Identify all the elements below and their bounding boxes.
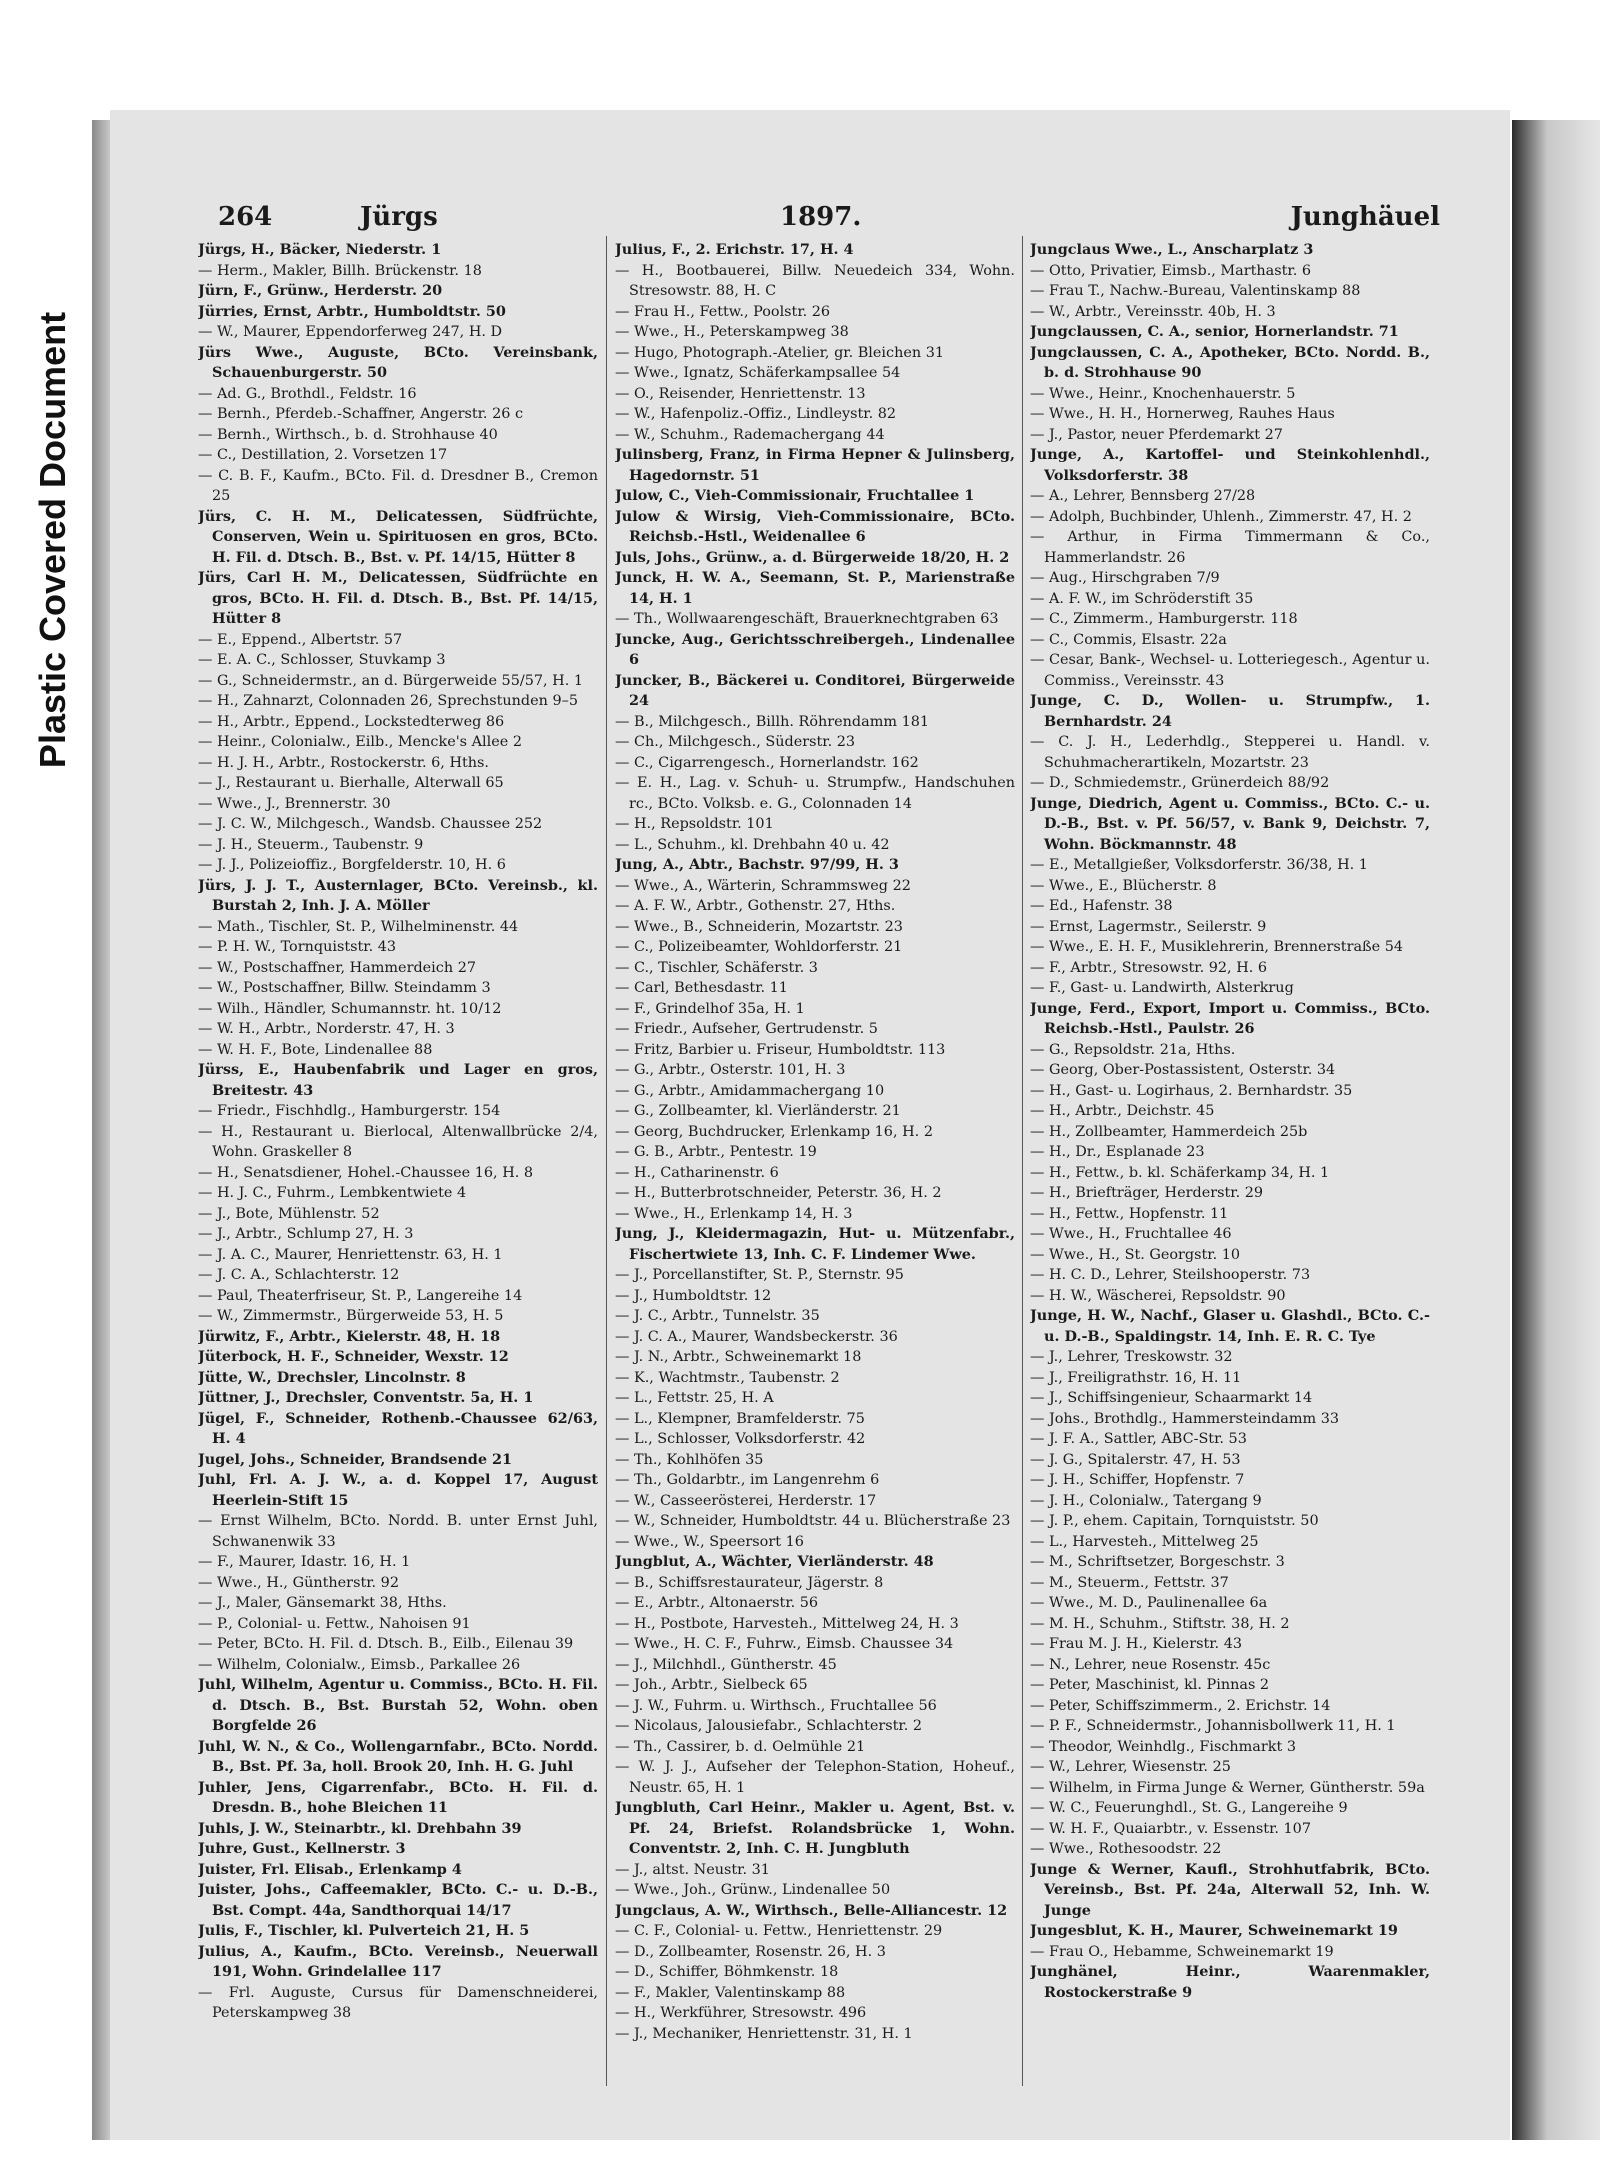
directory-entry: — Ad. G., Brothdl., Feldstr. 16 bbox=[198, 385, 417, 402]
directory-column-2 bbox=[615, 240, 1015, 2100]
directory-entry: Jungclaussen, C. A., Apotheker, BCto. Nordd. B., b. d. Strohhause 90 bbox=[1030, 343, 1430, 381]
directory-entry: — Herm., Makler, Billh. Brückenstr. 18 bbox=[198, 262, 482, 279]
directory-entry: — Peter, Schiffszimmerm., 2. Erichstr. 14 bbox=[1030, 1697, 1331, 1714]
page-left-shadow bbox=[92, 120, 112, 2140]
directory-entry: Julinsberg, Franz, in Firma Hepner & Julinsberg, Hagedornstr. 51 bbox=[615, 446, 1015, 484]
directory-entry: — L., Schlosser, Volksdorferstr. 42 bbox=[615, 1431, 866, 1447]
directory-entry: Jürries, Ernst, Arbtr., Humboldtstr. 50 bbox=[198, 302, 506, 320]
directory-entry: — G., Zollbeamter, kl. Vierländerstr. 21 bbox=[615, 1103, 901, 1119]
directory-entry: Jürgs, H., Bäcker, Niederstr. 1 bbox=[198, 241, 442, 258]
directory-entry: — J. C. A., Maurer, Wandsbeckerstr. 36 bbox=[615, 1328, 898, 1345]
directory-entry: — B., Schiffsrestaurateur, Jägerstr. 8 bbox=[615, 1574, 884, 1591]
directory-entry: — J., Maler, Gänsemarkt 38, Hths. bbox=[198, 1595, 447, 1611]
directory-entry: — J., Restaurant u. Bierhalle, Alterwall 65 bbox=[198, 775, 504, 791]
directory-entry: — Bernh., Pferdeb.-Schaffner, Angerstr. 26 c bbox=[198, 406, 524, 422]
directory-entry: Junge, A., Kartoffel- und Steinkohlenhdl., Volksdorferstr. 38 bbox=[1030, 446, 1430, 484]
directory-entry: — C., Polizeibeamter, Wohldorferstr. 21 bbox=[615, 939, 903, 955]
directory-entry: — F., Makler, Valentinskamp 88 bbox=[615, 1984, 846, 2001]
directory-entry: — Math., Tischler, St. P., Wilhelminenstr. 44 bbox=[198, 918, 519, 935]
directory-entry: — H. J. C., Fuhrm., Lembkentwiete 4 bbox=[198, 1185, 467, 1201]
directory-entry: Juister, Frl. Elisab., Erlenkamp 4 bbox=[198, 1860, 462, 1878]
directory-entry: — Ernst, Lagermstr., Seilerstr. 9 bbox=[1030, 918, 1267, 935]
directory-entry: — C., Tischler, Schäferstr. 3 bbox=[615, 959, 818, 976]
directory-entry: — H., Arbtr., Eppend., Lockstedterweg 86 bbox=[198, 713, 505, 730]
directory-entry: Jung, A., Abtr., Bachstr. 97/99, H. 3 bbox=[615, 856, 899, 873]
directory-entry: — Th., Wollwaarengeschäft, Brauerknechtgraben 63 bbox=[615, 611, 999, 627]
directory-entry: — M., Steuerm., Fettstr. 37 bbox=[1030, 1574, 1229, 1591]
directory-entry: — Wwe., H., Erlenkamp 14, H. 3 bbox=[615, 1205, 853, 1222]
directory-entry: — H., Dr., Esplanade 23 bbox=[1030, 1144, 1205, 1160]
first-catchword: Jürgs bbox=[360, 202, 438, 232]
directory-entry: — W. H. F., Quaiarbtr., v. Essenstr. 107 bbox=[1030, 1820, 1311, 1837]
directory-entry: — Frau T., Nachw.-Bureau, Valentinskamp 88 bbox=[1030, 283, 1361, 299]
directory-entry: — Frau M. J. H., Kielerstr. 43 bbox=[1030, 1636, 1243, 1652]
directory-entry: — Wwe., Ignatz, Schäferkampsallee 54 bbox=[615, 365, 901, 381]
directory-entry: — W. H. F., Bote, Lindenallee 88 bbox=[198, 1041, 433, 1058]
directory-entry: — C., Commis, Elsastr. 22a bbox=[1030, 631, 1227, 648]
directory-entry: — W., Zimmermstr., Bürgerweide 53, H. 5 bbox=[198, 1308, 504, 1324]
directory-entry: — Wilhelm, in Firma Junge & Werner, Güntherstr. 59a bbox=[1030, 1779, 1425, 1796]
directory-entry: — E., Arbtr., Altonaerstr. 56 bbox=[615, 1595, 819, 1611]
plastic-cover-label-text: Plastic Covered Document bbox=[32, 311, 74, 769]
directory-entry: — H. W., Wäscherei, Repsoldstr. 90 bbox=[1030, 1287, 1286, 1304]
directory-entry: Jürn, F., Grünw., Herderstr. 20 bbox=[198, 282, 443, 299]
directory-entry: — L., Harvesteh., Mittelweg 25 bbox=[1030, 1533, 1259, 1550]
directory-entry: — Th., Cassirer, b. d. Oelmühle 21 bbox=[615, 1738, 866, 1755]
directory-entry: Julius, F., 2. Erichstr. 17, H. 4 bbox=[615, 241, 854, 258]
directory-entry: — F., Arbtr., Stresowstr. 92, H. 6 bbox=[1030, 959, 1268, 976]
plastic-cover-label bbox=[18, 260, 88, 820]
directory-entry: — J. C., Arbtr., Tunnelstr. 35 bbox=[615, 1308, 820, 1324]
directory-entry: Junck, H. W. A., Seemann, St. P., Marienstraße 14, H. 1 bbox=[615, 569, 1015, 607]
directory-entry: — H., Restaurant u. Bierlocal, Altenwallbrücke 2/4, Wohn. Graskeller 8 bbox=[198, 1123, 598, 1160]
directory-entry: — Georg, Ober-Postassistent, Osterstr. 34 bbox=[1030, 1062, 1336, 1078]
directory-entry: — Heinr., Colonialw., Eilb., Mencke's Allee 2 bbox=[198, 734, 522, 750]
directory-column-3 bbox=[1030, 240, 1430, 2100]
directory-entry: — J., Lehrer, Treskowstr. 32 bbox=[1030, 1349, 1233, 1365]
directory-entry: Julow, C., Vieh-Commissionair, Fruchtallee 1 bbox=[615, 487, 975, 504]
directory-entry: — H. J. H., Arbtr., Rostockerstr. 6, Hths. bbox=[198, 754, 490, 771]
directory-entry: — W., Postschaffner, Hammerdeich 27 bbox=[198, 959, 477, 976]
directory-entry: Jürs, Carl H. M., Delicatessen, Südfrüchte en gros, BCto. H. Fil. d. Dtsch. B., Bst. Pf. 14/15, Hütter 8 bbox=[198, 569, 598, 627]
year-heading: 1897. bbox=[780, 202, 862, 232]
directory-entry: — H., Fettw., Hopfenstr. 11 bbox=[1030, 1205, 1229, 1222]
directory-entry: — H., Senatsdiener, Hohel.-Chaussee 16, H. 8 bbox=[198, 1164, 534, 1181]
directory-entry: — H., Butterbrotschneider, Peterstr. 36, H. 2 bbox=[615, 1185, 942, 1201]
directory-entry: — Bernh., Wirthsch., b. d. Strohhause 40 bbox=[198, 426, 498, 443]
directory-entry: Junge & Werner, Kaufl., Strohhutfabrik, BCto. Vereinsb., Bst. Pf. 24a, Alterwall 52, Inh. W. Junge bbox=[1030, 1860, 1430, 1919]
directory-entry: — M. H., Schuhm., Stiftstr. 38, H. 2 bbox=[1030, 1615, 1290, 1632]
directory-entry: — J. J., Polizeioffiz., Borgfelderstr. 10, H. 6 bbox=[198, 857, 506, 873]
directory-entry: Julis, F., Tischler, kl. Pulverteich 21, H. 5 bbox=[198, 1922, 530, 1939]
directory-entry: Jütte, W., Drechsler, Lincolnstr. 8 bbox=[198, 1368, 466, 1386]
directory-entry: — Wwe., Heinr., Knochenhauerstr. 5 bbox=[1030, 385, 1296, 402]
directory-entry: Juhl, Wilhelm, Agentur u. Commiss., BCto. H. Fil. d. Dtsch. B., Bst. Burstah 52, Wohn. oben Borgfelde 26 bbox=[198, 1676, 598, 1734]
directory-column-1 bbox=[198, 240, 598, 2100]
directory-entry: — W., Maurer, Eppendorferweg 247, H. D bbox=[198, 324, 503, 340]
directory-entry: — O., Reisender, Henriettenstr. 13 bbox=[615, 385, 866, 402]
directory-entry: — J. H., Steuerm., Taubenstr. 9 bbox=[198, 836, 424, 853]
facing-page-edge bbox=[1512, 120, 1600, 2140]
directory-entry: Juhl, Frl. A. J. W., a. d. Koppel 17, August Heerlein-Stift 15 bbox=[198, 1471, 598, 1509]
directory-entry: Jung, J., Kleidermagazin, Hut- u. Mützenfabr., Fischertwiete 13, Inh. C. F. Lindemer Wwe. bbox=[615, 1225, 1015, 1263]
directory-entry: Juncke, Aug., Gerichtsschreibergeh., Lindenallee 6 bbox=[615, 630, 1015, 668]
directory-entry: Julow & Wirsig, Vieh-Commissionaire, BCto. Reichsb.-Hstl., Weidenallee 6 bbox=[615, 507, 1015, 545]
directory-entry: — P. H. W., Tornquiststr. 43 bbox=[198, 939, 397, 955]
directory-entry: — Peter, Maschinist, kl. Pinnas 2 bbox=[1030, 1677, 1270, 1693]
directory-entry: Jungblut, A., Wächter, Vierländerstr. 48 bbox=[615, 1553, 934, 1570]
directory-entry: Jungclaus Wwe., L., Anscharplatz 3 bbox=[1030, 241, 1314, 258]
last-catchword: Junghäuel bbox=[1290, 202, 1440, 232]
directory-entry: — L., Fettstr. 25, H. A bbox=[615, 1390, 774, 1406]
directory-entry: — J., Milchhdl., Güntherstr. 45 bbox=[615, 1656, 837, 1673]
directory-entry: Jüterbock, H. F., Schneider, Wexstr. 12 bbox=[198, 1348, 509, 1365]
directory-entry: — Cesar, Bank-, Wechsel- u. Lotteriegesch., Agentur u. Commiss., Vereinsstr. 43 bbox=[1030, 652, 1430, 689]
directory-entry: — J. H., Colonialw., Tatergang 9 bbox=[1030, 1492, 1262, 1509]
directory-entry: — J., Arbtr., Schlump 27, H. 3 bbox=[198, 1226, 414, 1242]
directory-entry: — J. P., ehem. Capitain, Tornquiststr. 50 bbox=[1030, 1513, 1319, 1529]
directory-entry: — A. F. W., im Schröderstift 35 bbox=[1030, 590, 1254, 607]
directory-entry: Juhler, Jens, Cigarrenfabr., BCto. H. Fil. d. Dresdn. B., hohe Bleichen 11 bbox=[198, 1778, 598, 1816]
directory-entry: — E., Eppend., Albertstr. 57 bbox=[198, 631, 403, 648]
directory-entry: — P., Colonial- u. Fettw., Nahoisen 91 bbox=[198, 1615, 471, 1632]
directory-entry: — Wwe., H., Peterskampweg 38 bbox=[615, 324, 849, 340]
directory-entry: — Frau H., Fettw., Poolstr. 26 bbox=[615, 303, 831, 320]
directory-entry: — Carl, Bethesdastr. 11 bbox=[615, 980, 788, 996]
directory-entry: — Wwe., E., Blücherstr. 8 bbox=[1030, 877, 1217, 894]
directory-entry: Jürss, E., Haubenfabrik und Lager en gros, Breitestr. 43 bbox=[198, 1061, 598, 1099]
directory-entry: Jüttner, J., Drechsler, Conventstr. 5a, H. 1 bbox=[198, 1389, 534, 1406]
directory-entry: — J. F. A., Sattler, ABC-Str. 53 bbox=[1030, 1431, 1247, 1447]
directory-entry: — Fritz, Barbier u. Friseur, Humboldtstr. 113 bbox=[615, 1041, 946, 1058]
directory-entry: — A., Lehrer, Bennsberg 27/28 bbox=[1030, 488, 1256, 504]
directory-entry: — H., Postbote, Harvesteh., Mittelweg 24, H. 3 bbox=[615, 1615, 959, 1632]
directory-entry: — G., Schneidermstr., an d. Bürgerweide 55/57, H. 1 bbox=[198, 672, 584, 689]
directory-entry: — Georg, Buchdrucker, Erlenkamp 16, H. 2 bbox=[615, 1123, 933, 1140]
directory-entry: Junge, C. D., Wollen- u. Strumpfw., 1. Bernhardstr. 24 bbox=[1030, 692, 1430, 730]
directory-entry: Jungclaussen, C. A., senior, Hornerlandstr. 71 bbox=[1030, 323, 1399, 340]
directory-entry: — Paul, Theaterfriseur, St. P., Langereihe 14 bbox=[198, 1287, 523, 1304]
directory-entry: — W., Schneider, Humboldtstr. 44 u. Blücherstraße 23 bbox=[615, 1513, 1011, 1529]
directory-entry: — H., Bootbauerei, Billw. Neuedeich 334, Wohn. Stresowstr. 88, H. C bbox=[615, 262, 1015, 299]
directory-entry: — J., Freiligrathstr. 16, H. 11 bbox=[1030, 1369, 1242, 1386]
directory-entry: — Wwe., H. H., Hornerweg, Rauhes Haus bbox=[1030, 406, 1335, 422]
directory-entry: — H. C. D., Lehrer, Steilshooperstr. 73 bbox=[1030, 1267, 1311, 1283]
directory-entry: — Wwe., Joh., Grünw., Lindenallee 50 bbox=[615, 1882, 891, 1898]
directory-entry: — Otto, Privatier, Eimsb., Marthastr. 6 bbox=[1030, 262, 1312, 279]
directory-entry: — H., Briefträger, Herderstr. 29 bbox=[1030, 1185, 1264, 1201]
directory-entry: — W., Postschaffner, Billw. Steindamm 3 bbox=[198, 980, 491, 996]
directory-entry: — J. N., Arbtr., Schweinemarkt 18 bbox=[615, 1349, 862, 1365]
directory-entry: — C. F., Colonial- u. Fettw., Henriettenstr. 29 bbox=[615, 1923, 943, 1939]
directory-entry: — Th., Kohlhöfen 35 bbox=[615, 1451, 764, 1468]
directory-entry: — Aug., Hirschgraben 7/9 bbox=[1030, 570, 1220, 586]
directory-entry: — Wwe., H., St. Georgstr. 10 bbox=[1030, 1246, 1241, 1263]
directory-entry: Juncker, B., Bäckerei u. Conditorei, Bürgerweide 24 bbox=[615, 671, 1015, 709]
directory-entry: — W. C., Feuerunghdl., St. G., Langereihe 9 bbox=[1030, 1800, 1348, 1816]
directory-entry: Jungclaus, A. W., Wirthsch., Belle-Alliancestr. 12 bbox=[615, 1901, 1008, 1919]
directory-entry: — J. W., Fuhrm. u. Wirthsch., Fruchtallee 56 bbox=[615, 1697, 937, 1714]
directory-entry: Jürs, J. J. T., Austernlager, BCto. Vereinsb., kl. Burstah 2, Inh. J. A. Möller bbox=[198, 876, 598, 914]
directory-entry: — Adolph, Buchbinder, Uhlenh., Zimmerstr. 47, H. 2 bbox=[1030, 508, 1412, 525]
directory-entry: — J. A. C., Maurer, Henriettenstr. 63, H. 1 bbox=[198, 1246, 503, 1263]
directory-entry: — Ed., Hafenstr. 38 bbox=[1030, 898, 1173, 914]
directory-entry: — Th., Goldarbtr., im Langenrehm 6 bbox=[615, 1472, 880, 1488]
directory-entry: — Wwe., W., Speersort 16 bbox=[615, 1533, 804, 1550]
directory-entry: — C. B. F., Kaufm., BCto. Fil. d. Dresdner B., Cremon 25 bbox=[198, 467, 598, 504]
directory-entry: — J. C. A., Schlachterstr. 12 bbox=[198, 1267, 400, 1283]
directory-entry: — G., Arbtr., Amidammachergang 10 bbox=[615, 1082, 885, 1099]
directory-entry: — Ernst Wilhelm, BCto. Nordd. B. unter Ernst Juhl, Schwanenwik 33 bbox=[198, 1513, 598, 1550]
directory-entry: — Wwe., E. H. F., Musiklehrerin, Brennerstraße 54 bbox=[1030, 939, 1404, 955]
directory-entry: — Wwe., Rothesoodstr. 22 bbox=[1030, 1841, 1222, 1857]
directory-entry: — K., Wachtmstr., Taubenstr. 2 bbox=[615, 1369, 840, 1386]
directory-entry: — Joh., Arbtr., Sielbeck 65 bbox=[615, 1677, 808, 1693]
directory-entry: Junge, Diedrich, Agent u. Commiss., BCto. C.- u. D.-B., Bst. v. Pf. 56/57, v. Bank 9, Deichstr. 7, Wohn. Böckmannstr. 48 bbox=[1030, 794, 1430, 853]
directory-entry: — Frl. Auguste, Cursus für Damenschneiderei, Peterskampweg 38 bbox=[198, 1984, 598, 2021]
directory-entry: Junghänel, Heinr., Waarenmakler, Rostockerstraße 9 bbox=[1030, 1963, 1430, 2001]
directory-entry: — Wilh., Händler, Schumannstr. ht. 10/12 bbox=[198, 1000, 502, 1017]
directory-entry: Junge, H. W., Nachf., Glaser u. Glashdl., BCto. C.- u. D.-B., Spaldingstr. 14, Inh. E. R. C. Tye bbox=[1030, 1307, 1430, 1345]
directory-entry: — Ch., Milchgesch., Süderstr. 23 bbox=[615, 734, 856, 750]
directory-entry: — G. B., Arbtr., Pentestr. 19 bbox=[615, 1144, 817, 1160]
directory-entry: Juhre, Gust., Kellnerstr. 3 bbox=[198, 1840, 406, 1857]
directory-entry: — P. F., Schneidermstr., Johannisbollwerk 11, H. 1 bbox=[1030, 1718, 1396, 1734]
page-header bbox=[200, 200, 1440, 234]
directory-entry: Jürwitz, F., Arbtr., Kielerstr. 48, H. 18 bbox=[198, 1327, 501, 1345]
directory-entry: — H., Zollbeamter, Hammerdeich 25b bbox=[1030, 1123, 1308, 1140]
directory-entry: — E. A. C., Schlosser, Stuvkamp 3 bbox=[198, 652, 446, 668]
directory-entry: — J., Bote, Mühlenstr. 52 bbox=[198, 1205, 380, 1222]
directory-entry: — B., Milchgesch., Billh. Röhrendamm 181 bbox=[615, 713, 930, 730]
directory-entry: — Wwe., B., Schneiderin, Mozartstr. 23 bbox=[615, 918, 903, 935]
directory-entry: — Nicolaus, Jalousiefabr., Schlachterstr. 2 bbox=[615, 1718, 923, 1734]
directory-entry: — D., Zollbeamter, Rosenstr. 26, H. 3 bbox=[615, 1943, 886, 1960]
page-number: 264 bbox=[218, 202, 273, 232]
directory-entry: — D., Schiffer, Böhmkenstr. 18 bbox=[615, 1964, 839, 1980]
directory-entry: — W. J. J., Aufseher der Telephon-Station, Hoheuf., Neustr. 65, H. 1 bbox=[615, 1759, 1015, 1796]
directory-entry: — J., Schiffsingenieur, Schaarmarkt 14 bbox=[1030, 1390, 1313, 1406]
directory-entry: Julius, A., Kaufm., BCto. Vereinsb., Neuerwall 191, Wohn. Grindelallee 117 bbox=[198, 1942, 598, 1980]
directory-entry: — W., Arbtr., Vereinsstr. 40b, H. 3 bbox=[1030, 303, 1276, 320]
directory-entry: — W. H., Arbtr., Norderstr. 47, H. 3 bbox=[198, 1021, 455, 1037]
directory-entry: — J., Pastor, neuer Pferdemarkt 27 bbox=[1030, 426, 1283, 443]
directory-entry: — L., Schuhm., kl. Drehbahn 40 u. 42 bbox=[615, 836, 890, 853]
directory-entry: — Wwe., M. D., Paulinenallee 6a bbox=[1030, 1595, 1268, 1611]
directory-entry: — W., Schuhm., Rademachergang 44 bbox=[615, 426, 885, 443]
directory-entry: — Theodor, Weinhdlg., Fischmarkt 3 bbox=[1030, 1738, 1296, 1755]
directory-entry: — Friedr., Aufseher, Gertrudenstr. 5 bbox=[615, 1021, 878, 1037]
directory-entry: Jungbluth, Carl Heinr., Makler u. Agent, Bst. v. Pf. 24, Briefst. Rolandsbrücke 1, Wohn. Conventstr. 2, Inh. C. H. Jungbluth bbox=[615, 1799, 1015, 1857]
directory-entry: — H., Catharinenstr. 6 bbox=[615, 1164, 779, 1181]
directory-entry: — C., Destillation, 2. Vorsetzen 17 bbox=[198, 447, 448, 463]
directory-entry: — Hugo, Photograph.-Atelier, gr. Bleichen 31 bbox=[615, 344, 945, 361]
directory-entry: — F., Maurer, Idastr. 16, H. 1 bbox=[198, 1554, 411, 1570]
directory-entry: — Wwe., H. C. F., Fuhrw., Eimsb. Chaussee 34 bbox=[615, 1636, 954, 1652]
column-rule bbox=[606, 236, 607, 2086]
directory-entry: — C., Cigarrengesch., Hornerlandstr. 162 bbox=[615, 754, 919, 771]
directory-entry: — J., Mechaniker, Henriettenstr. 31, H. 1 bbox=[615, 2025, 913, 2042]
directory-entry: Jürs, C. H. M., Delicatessen, Südfrüchte, Conserven, Wein u. Spirituosen en gros, BCto. H. Fil. d. Dtsch. B., Bst. v. Pf. 14/15, Hütter 8 bbox=[198, 507, 598, 566]
directory-entry: — G., Repsoldstr. 21a, Hths. bbox=[1030, 1041, 1236, 1058]
directory-entry: Juhl, W. N., & Co., Wollengarnfabr., BCto. Nordd. B., Bst. Pf. 3a, holl. Brook 20, Inh. H. G. Juhl bbox=[198, 1737, 598, 1775]
directory-entry: — H., Werkführer, Stresowstr. 496 bbox=[615, 2005, 867, 2021]
directory-entry: Juister, Johs., Caffeemakler, BCto. C.- u. D.-B., Bst. Compt. 44a, Sandthorquai 14/17 bbox=[198, 1881, 598, 1919]
directory-entry: — W., Hafenpoliz.-Offiz., Lindleystr. 82 bbox=[615, 406, 897, 422]
directory-entry: — Wwe., A., Wärterin, Schrammsweg 22 bbox=[615, 877, 911, 894]
directory-entry: — Friedr., Fischhdlg., Hamburgerstr. 154 bbox=[198, 1103, 501, 1119]
directory-entry: — E. H., Lag. v. Schuh- u. Strumpfw., Handschuhen rc., BCto. Volksb. e. G., Colonnaden 14 bbox=[615, 775, 1015, 812]
directory-entry: — Wwe., H., Güntherstr. 92 bbox=[198, 1574, 399, 1591]
directory-entry: — M., Schriftsetzer, Borgeschstr. 3 bbox=[1030, 1554, 1285, 1570]
column-rule bbox=[1022, 236, 1023, 2086]
directory-entry: Juhls, J. W., Steinarbtr., kl. Drehbahn 39 bbox=[198, 1819, 522, 1837]
directory-entry: — J. H., Schiffer, Hopfenstr. 7 bbox=[1030, 1472, 1245, 1488]
directory-entry: — Peter, BCto. H. Fil. d. Dtsch. B., Eilb., Eilenau 39 bbox=[198, 1636, 574, 1652]
directory-entry: Jungesblut, K. H., Maurer, Schweinemarkt 19 bbox=[1030, 1922, 1398, 1939]
directory-entry: — Wwe., J., Brennerstr. 30 bbox=[198, 795, 391, 812]
directory-entry: — J., Porcellanstifter, St. P., Sternstr. 95 bbox=[615, 1267, 904, 1283]
directory-entry: — J. G., Spitalerstr. 47, H. 53 bbox=[1030, 1451, 1241, 1468]
directory-entry: — A. F. W., Arbtr., Gothenstr. 27, Hths. bbox=[615, 898, 896, 914]
directory-entry: Jügel, F., Schneider, Rothenb.-Chaussee 62/63, H. 4 bbox=[198, 1409, 598, 1447]
directory-entry: — J., Humboldtstr. 12 bbox=[615, 1287, 772, 1304]
directory-entry: Jürs Wwe., Auguste, BCto. Vereinsbank, Schauenburgerstr. 50 bbox=[198, 343, 598, 381]
directory-entry: — C., Zimmerm., Hamburgerstr. 118 bbox=[1030, 611, 1298, 627]
directory-entry: — N., Lehrer, neue Rosenstr. 45c bbox=[1030, 1656, 1271, 1673]
directory-entry: — H., Gast- u. Logirhaus, 2. Bernhardstr. 35 bbox=[1030, 1082, 1353, 1099]
directory-entry: — Wwe., H., Fruchtallee 46 bbox=[1030, 1226, 1232, 1242]
directory-entry: — Wilhelm, Colonialw., Eimsb., Parkallee 26 bbox=[198, 1656, 521, 1673]
directory-entry: — H., Arbtr., Deichstr. 45 bbox=[1030, 1103, 1215, 1119]
directory-entry: Juls, Johs., Grünw., a. d. Bürgerweide 18/20, H. 2 bbox=[615, 548, 1010, 566]
directory-entry: — H., Zahnarzt, Colonnaden 26, Sprechstunden 9–5 bbox=[198, 693, 578, 709]
directory-entry: — C. J. H., Lederhdlg., Stepperei u. Handl. v. Schuhmacherartikeln, Mozartstr. 23 bbox=[1030, 734, 1430, 771]
directory-entry: — Johs., Brothdlg., Hammersteindamm 33 bbox=[1030, 1410, 1340, 1427]
directory-entry: — Arthur, in Firma Timmermann & Co., Hammerlandstr. 26 bbox=[1030, 529, 1430, 566]
directory-entry: — Frau O., Hebamme, Schweinemarkt 19 bbox=[1030, 1943, 1334, 1960]
directory-entry: — H., Fettw., b. kl. Schäferkamp 34, H. 1 bbox=[1030, 1164, 1330, 1181]
directory-entry: Junge, Ferd., Export, Import u. Commiss., BCto. Reichsb.-Hstl., Paulstr. 26 bbox=[1030, 999, 1430, 1037]
directory-entry: — D., Schmiedemstr., Grünerdeich 88/92 bbox=[1030, 775, 1330, 791]
directory-entry: — E., Metallgießer, Volksdorferstr. 36/38, H. 1 bbox=[1030, 857, 1368, 873]
directory-entry: — G., Arbtr., Osterstr. 101, H. 3 bbox=[615, 1062, 846, 1078]
directory-entry: — F., Grindelhof 35a, H. 1 bbox=[615, 1000, 805, 1017]
directory-entry: — W., Lehrer, Wiesenstr. 25 bbox=[1030, 1759, 1231, 1775]
directory-entry: — H., Repsoldstr. 101 bbox=[615, 816, 774, 832]
directory-entry: — F., Gast- u. Landwirth, Alsterkrug bbox=[1030, 980, 1294, 996]
directory-entry: — J., altst. Neustr. 31 bbox=[615, 1861, 770, 1878]
directory-entry: — W., Casseerösterei, Herderstr. 17 bbox=[615, 1492, 877, 1509]
directory-entry: — J. C. W., Milchgesch., Wandsb. Chaussee 252 bbox=[198, 816, 543, 832]
directory-entry: — L., Klempner, Bramfelderstr. 75 bbox=[615, 1410, 865, 1427]
directory-entry: Jugel, Johs., Schneider, Brandsende 21 bbox=[198, 1450, 513, 1468]
